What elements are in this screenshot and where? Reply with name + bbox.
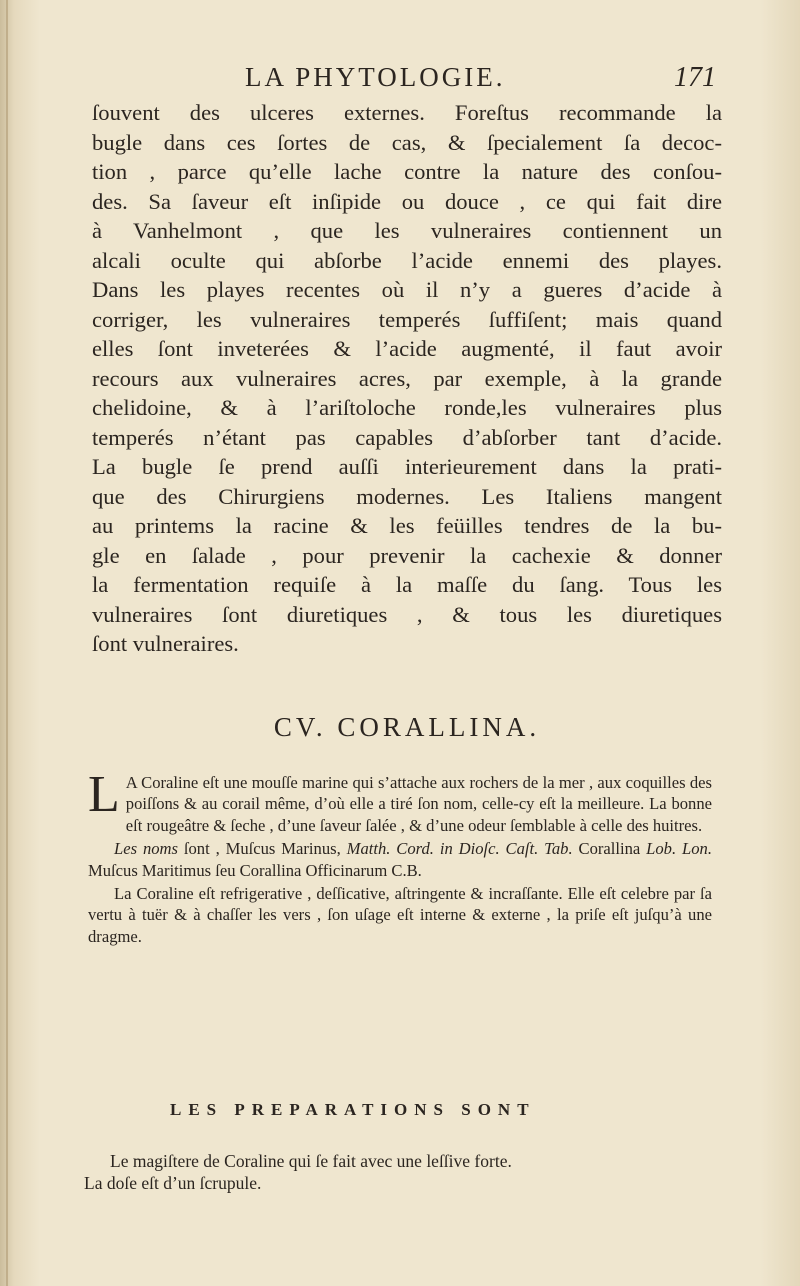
text-line: au printems la racine & les feüilles tendres de la bu- (92, 513, 722, 538)
text-line: alcali oculte qui abſorbe l’acide ennemi des playes. (92, 247, 722, 273)
page-number: 171 (674, 62, 716, 93)
text-line: recours aux vulneraires acres, par exemple, à la grande (92, 365, 722, 391)
entry-paragraph-description (88, 766, 712, 836)
text-line: temperés n’étant pas capables d’abſorber tant d’acide. (92, 424, 722, 450)
text-line: vulneraires ſont diuretiques , & tous les diuretiques (92, 601, 722, 627)
page-header (90, 62, 720, 98)
preparations-title: LES PREPARATIONS SONT (170, 1100, 536, 1119)
text-line: des. Sa ſaveur eſt inſipide ou douce , ce qui fait dire (92, 188, 722, 214)
text-line: gle en ſalade , pour prevenir la cachexie & donner (92, 542, 722, 568)
names-text: ſont , Muſcus Marinus, (183, 839, 341, 859)
entry-paragraph-names (88, 838, 712, 881)
text-line: Dans les playes recentes où il n’y a gueres d’acide à (92, 277, 722, 302)
text-line: la fermentation requiſe à la maſſe du ſang. Tous les (92, 572, 722, 597)
text-line: corriger, les vulneraires temperés ſuffiſent; mais quand (92, 306, 722, 332)
text-line: chelidoine, & à l’ariſtoloche ronde,les vulneraires plus (92, 395, 722, 420)
preparation-item: Le magiſtere de Coraline qui ſe fait avec une leſſive forte. (110, 1151, 512, 1171)
corallina-entry (88, 766, 712, 949)
names-text: Corallina (578, 839, 641, 859)
body-paragraph (92, 98, 722, 659)
text-line: que des Chirurgiens modernes. Les Italiens mangent (92, 483, 722, 509)
text-line: La bugle ſe prend auſſi interieurement dans la prati- (92, 454, 722, 479)
text-line: tion , parce qu’elle lache contre la nature des conſou- (92, 159, 722, 184)
running-head: LA PHYTOLOGIE. (245, 62, 506, 92)
section-title: CV. CORALLINA. (273, 712, 541, 742)
names-label: Les noms (114, 839, 178, 859)
preparations-list (84, 1150, 708, 1194)
text-line: à Vanhelmont , que les vulneraires contiennent un (92, 218, 722, 243)
names-text: Muſcus Maritimus ſeu Corallina Officinarum C.B. (88, 860, 422, 880)
entry-paragraph-properties: La Coraline eſt refrigerative , deſſicative, aſtringente & incraſſante. Elle eſt celebre par ſa vertu à tuër & à chaſſer les vers , ſon uſage eſt interne & externe , la priſe eſt juſqu’à une dragme. (88, 884, 712, 946)
text-line: ſont vulneraires. (92, 631, 239, 656)
names-reference: Lob. Lon. (646, 839, 712, 859)
text-line: bugle dans ces ſortes de cas, & ſpecialement ſa decoc- (92, 129, 722, 155)
binding-gutter (6, 0, 8, 1286)
preparation-dose: La doſe eſt d’un ſcrupule. (84, 1173, 262, 1193)
text-line: elles ſont inveterées & l’acide augmenté, il faut avoir (92, 336, 722, 361)
drop-cap: L (88, 766, 120, 823)
description-text: A Coraline eſt une mouſſe marine qui s’attache aux rochers de la mer , aux coquilles des poiſſons & au corail même, d’où elle a tiré ſon nom, celle-cy eſt la meilleure. La bonne eſt rougeâtre & ſeche , d’une ſaveur ſalée , & d’une odeur ſemblable à celle des huitres. (125, 773, 712, 835)
text-line: ſouvent des ulceres externes. Foreſtus recommande la (92, 100, 722, 125)
names-reference: Matth. Cord. in Dioſc. Caſt. Tab. (346, 839, 573, 859)
